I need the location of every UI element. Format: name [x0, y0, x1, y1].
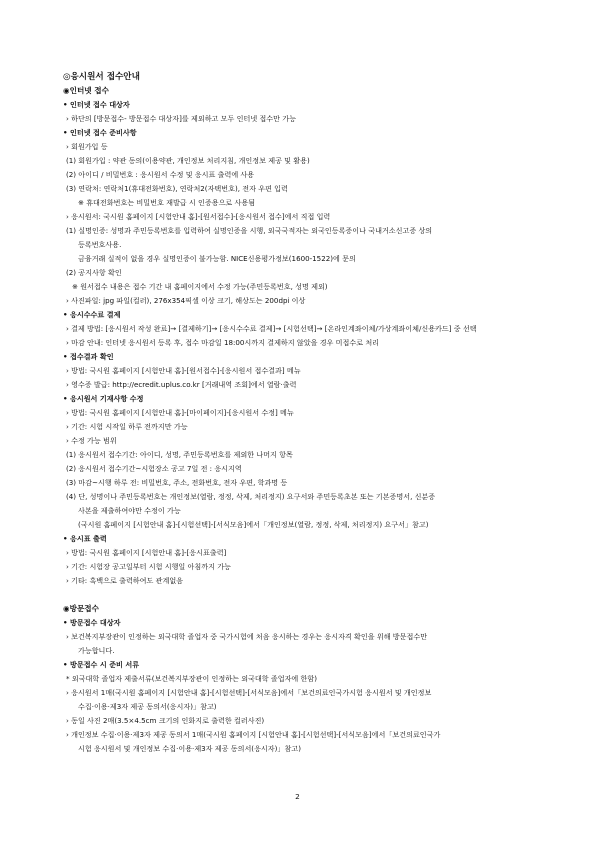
subsection-heading: • 접수결과 확인: [63, 352, 114, 361]
subsection-heading: • 인터넷 접수 대상자: [63, 100, 130, 109]
text-line: › 동일 사진 2매(3.5×4.5cm 크기의 인화지로 출력한 컬러사진): [66, 716, 265, 725]
text-line: › 하단의 [방문접수- 방문접수 대상자]를 제외하고 모두 인터넷 접수만 가능: [66, 114, 296, 123]
text-line: › 수정 가능 범위: [66, 436, 117, 445]
text-line: 시험 응시원서 및 개인정보 수집·이용·제3자 제공 동의서(응시자)」참고): [78, 744, 301, 753]
text-line: 수집·이용·제3자 제공 동의서(응시자)」참고): [78, 702, 217, 711]
subsection-heading: • 응시표 출력: [63, 534, 107, 543]
page-number: 2: [295, 792, 300, 801]
text-line: (3) 연락처: 연락처1(휴대전화번호), 연락처2(자택번호), 전자 우편 입력: [66, 184, 288, 193]
text-line: (4) 단, 성명이나 주민등록번호는 개인정보(열람, 정정, 삭제, 처리정지) 요구서와 주민등록초본 또는 기본증명서, 신분증: [66, 492, 436, 501]
text-line: › 결제 방법: [응시원서 작성 완료]→ [결제하기]→ [응시수수료 결제]→ [시험선택]→ [온라인계좌이체/가상계좌이체/신용카드] 중 선택: [66, 324, 477, 333]
text-line: › 방법: 국시원 홈페이지 [시험안내 홈]-[응시표출력]: [66, 548, 227, 557]
text-line: › 사진파일: jpg 파일(컬러), 276x354픽셀 이상 크기, 해상도는 200dpi 이상: [66, 296, 306, 305]
text-line: › 응시원서 1매(국시원 홈페이지 [시험안내 홈]-[시험선택]-[서식모음]에서「보건의료인국가시험 응시원서 및 개인정보: [66, 688, 432, 697]
text-line: 사본을 제출하여야만 수정이 가능: [78, 506, 181, 515]
text-line: › 마감 안내: 인터넷 응시원서 등록 후, 접수 마감일 18:00시까지 결제하지 않았을 경우 미접수로 처리: [66, 338, 380, 347]
text-line: › 방법: 국시원 홈페이지 [시험안내 홈]-[원서접수]-[응시원서 접수결과] 메뉴: [66, 366, 301, 375]
subsection-heading: • 방문접수 시 준비 서류: [63, 660, 140, 669]
text-line: (2) 아이디 / 비밀번호 : 응시원서 수정 및 응시표 출력에 사용: [66, 170, 255, 179]
text-line: (1) 회원가입 : 약관 동의(이용약관, 개인정보 처리지침, 개인정보 제공 및 활용): [66, 156, 310, 165]
text-line: › 기간: 시험 시작일 하루 전까지만 가능: [66, 422, 188, 431]
text-line: (2) 응시원서 접수기간~시험장소 공고 7일 전 : 응시지역: [66, 464, 242, 473]
text-line: › 기간: 시험장 공고일부터 시험 시행일 아침까지 가능: [66, 562, 231, 571]
subsection-heading: • 인터넷 접수 준비사항: [63, 128, 137, 137]
text-line: (2) 공지사항 확인: [66, 268, 122, 277]
text-line: (3) 마감~시행 하루 전: 비밀번호, 주소, 전화번호, 전자 우편, 학과명 등: [66, 478, 288, 487]
text-line: ※ 원서접수 내용은 접수 기간 내 홈페이지에서 수정 가능(주민등록번호, 성명 제외): [72, 282, 328, 291]
text-line: › 방법: 국시원 홈페이지 [시험안내 홈]-[마이페이지]-[응시원서 수정] 메뉴: [66, 408, 294, 417]
text-line: (국시원 홈페이지 [시험안내 홈]-[시험선택]-[서식모음]에서「개인정보(열람, 정정, 삭제, 처리정지) 요구서」참고): [78, 520, 429, 529]
document-title: ◎응시원서 접수안내: [63, 72, 140, 82]
subsection-heading: • 응시수수료 결제: [63, 310, 121, 319]
text-line: (1) 응시원서 접수기간: 아이디, 성명, 주민등록번호를 제외한 나머지 항목: [66, 450, 293, 459]
text-line: 금융거래 실적이 없을 경우 실명인증이 불가능함. NICE신용평가정보(1600-1522)에 문의: [78, 254, 356, 263]
text-line: * 외국대학 졸업자 제출서류(보건복지부장관이 인정하는 외국대학 졸업자에 한함): [66, 674, 317, 683]
text-line: ※ 휴대전화번호는 비밀번호 재발급 시 인증용으로 사용됨: [78, 198, 256, 207]
text-line: 등록번호사용.: [78, 240, 122, 249]
text-line: › 개인정보 수집·이용·제3자 제공 동의서 1매(국시원 홈페이지 [시험안내 홈]-[시험선택]-[서식모음]에서「보건의료인국가: [66, 730, 441, 739]
text-line: › 응시원서: 국시원 홈페이지 [시험안내 홈]-[원서접수]-[응시원서 접수]에서 직접 입력: [66, 212, 331, 221]
text-line: 가능합니다.: [78, 646, 115, 655]
text-line: (1) 실명인증: 성명과 주민등록번호를 입력하여 실명인증을 시행, 외국국적자는 외국인등록증이나 국내거소신고증 상의: [66, 226, 433, 235]
subsection-heading: • 응시원서 기재사항 수정: [63, 394, 144, 403]
text-line: › 영수증 발급: http://ecredit.uplus.co.kr [거래내역 조회]에서 열람·출력: [66, 380, 297, 389]
section-heading: ◉인터넷 접수: [63, 86, 109, 95]
text-line: › 기타: 흑백으로 출력하여도 관계없음: [66, 576, 184, 585]
text-line: › 회원가입 등: [66, 142, 108, 151]
section-heading: ◉방문접수: [63, 604, 99, 613]
text-line: › 보건복지부장관이 인정하는 외국대학 졸업자 중 국가시험에 처음 응시하는 경우는 응시자격 확인을 위해 방문접수만: [66, 632, 428, 641]
subsection-heading: • 방문접수 대상자: [63, 618, 121, 627]
